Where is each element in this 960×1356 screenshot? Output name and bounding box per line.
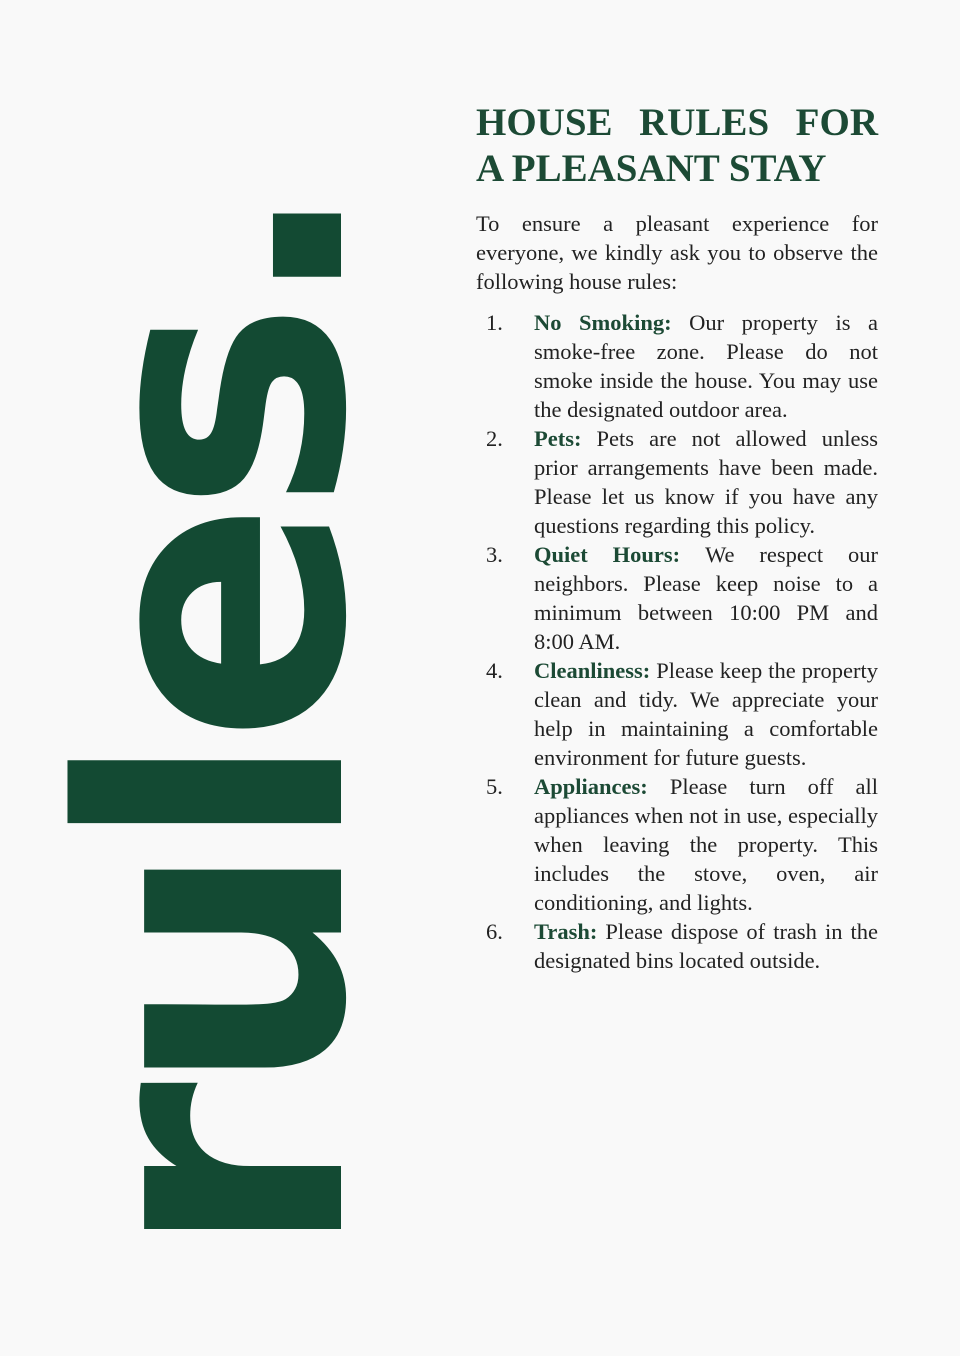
rule-title: No Smoking: [534, 310, 690, 335]
rule-title: Appliances: [534, 774, 670, 799]
rule-number: 3. [486, 542, 503, 567]
rule-title: Trash: [534, 919, 606, 944]
title-line-1: HOUSE RULES FOR [476, 101, 878, 144]
rule-text: Please keep the property clean and tidy. We appreciate your help in maintaining a comfortable environment for future guests. [534, 658, 878, 770]
intro-paragraph: To ensure a pleasant experience for everyone, we kindly ask you to observe the following house rules: [476, 211, 878, 294]
rule-item-pets [476, 424, 878, 540]
rule-title: Pets: [534, 426, 597, 451]
rule-number: 2. [486, 426, 503, 451]
rule-text: We respect our neighbors. Please keep noise to a minimum between 10:00 PM and 8:00 AM. [534, 542, 878, 654]
main-content [476, 100, 878, 975]
rule-number: 1. [486, 310, 503, 335]
rule-item-trash [476, 917, 878, 975]
rule-title: Cleanliness: [534, 658, 657, 683]
rule-number: 6. [486, 919, 503, 944]
rule-text: Our property is a smoke-free zone. Please do not smoke inside the house. You may use the designated outdoor area. [534, 310, 878, 422]
rule-text: Please turn off all appliances when not in use, especially when leaving the property. This includes the stove, oven, air conditioning, and lights. [534, 774, 878, 915]
rule-item-appliances [476, 772, 878, 917]
rule-number: 5. [486, 774, 503, 799]
decorative-word-container [7, 190, 426, 1259]
page-title [476, 100, 878, 192]
rules-list [476, 308, 878, 975]
rule-item-cleanliness [476, 656, 878, 772]
rule-item-no-smoking [476, 308, 878, 424]
rule-text: Please dispose of trash in the designated bins located outside. [534, 919, 878, 973]
title-line-2: A PLEASANT STAY [476, 147, 827, 190]
rule-text: Pets are not allowed unless prior arrangements have been made. Please let us know if you have any questions regarding this policy. [534, 426, 878, 538]
rule-number: 4. [486, 658, 503, 683]
decorative-big-word: rules. [7, 190, 426, 1259]
rule-title: Quiet Hours: [534, 542, 706, 567]
rule-item-quiet-hours [476, 540, 878, 656]
